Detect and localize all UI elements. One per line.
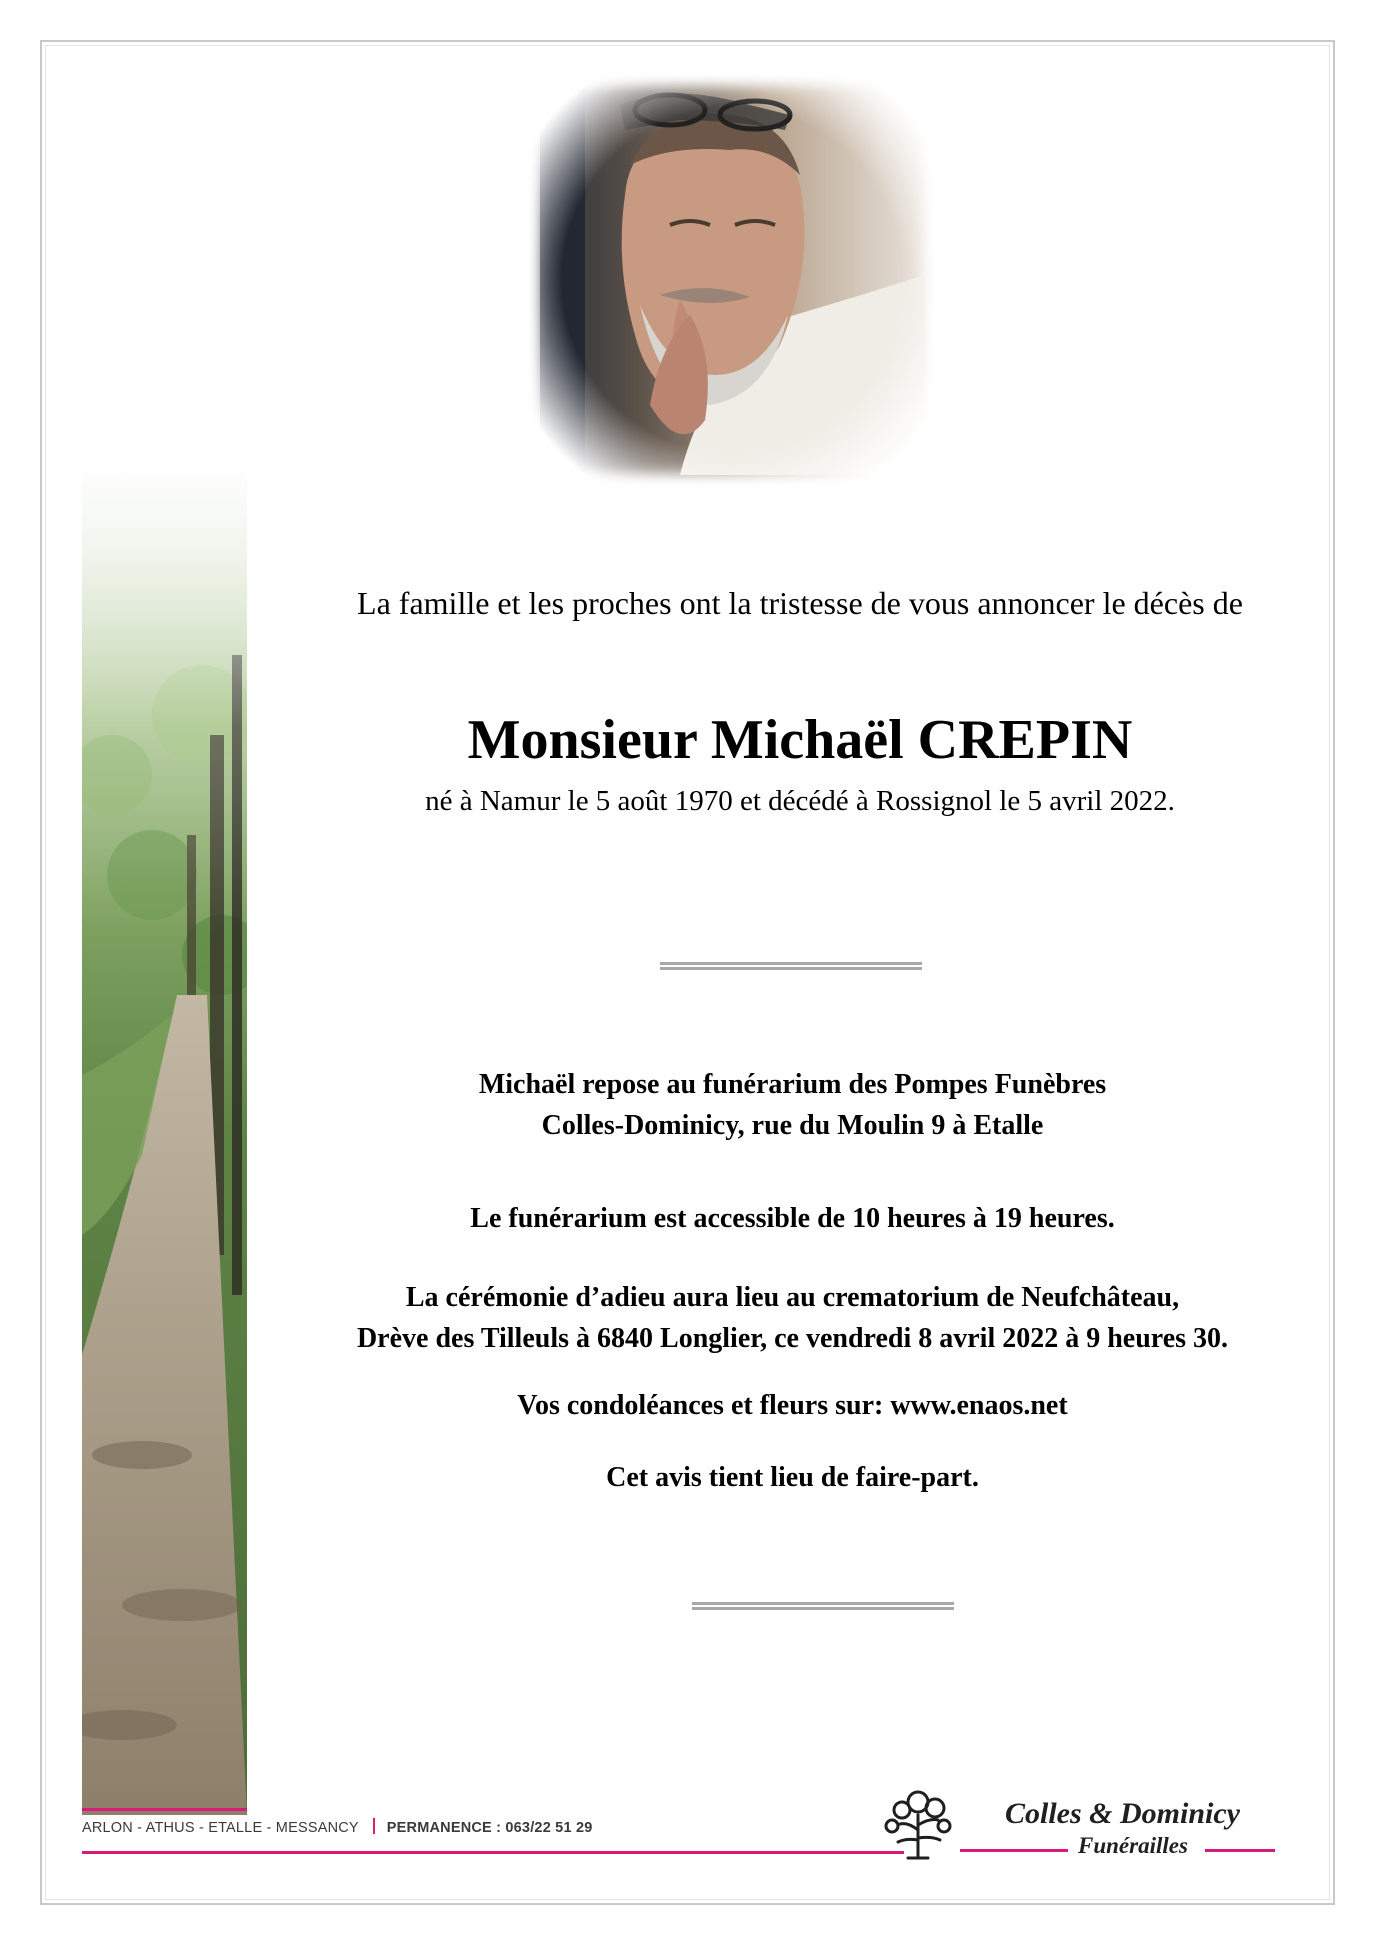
condolences-info: Vos condoléances et fleurs sur: www.enaos.net	[517, 1390, 1068, 1421]
birth-death-dates: né à Namur le 5 août 1970 et décédé à Rossignol le 5 avril 2022.	[425, 785, 1175, 817]
faire-part-note: Cet avis tient lieu de faire-part.	[606, 1462, 979, 1493]
footer-locations: ARLON - ATHUS - ETALLE - MESSANCY	[82, 1820, 359, 1836]
ceremony-line-1: La cérémonie d’adieu aura lieu au crematorium de Neufchâteau,	[405, 1282, 1180, 1313]
repose-line-1: Michaël repose au funérarium des Pompes Funèbres	[478, 1069, 1107, 1100]
repose-info	[260, 1064, 1325, 1146]
portrait-photo	[530, 75, 935, 485]
visiting-hours: Le funérarium est accessible de 10 heures à 19 heures.	[470, 1203, 1115, 1234]
side-accent-line	[82, 1808, 247, 1811]
repose-line-2: Colles-Dominicy, rue du Moulin 9 à Etalle	[541, 1110, 1044, 1141]
forest-path-photo	[82, 455, 247, 1815]
logo-line-left	[960, 1849, 1068, 1852]
tree-logo-icon	[878, 1780, 958, 1860]
divider-bottom	[692, 1602, 954, 1610]
divider-top	[660, 962, 922, 970]
company-logo-subtitle: Funérailles	[1078, 1833, 1188, 1858]
deceased-name: Monsieur Michaël CREPIN	[467, 709, 1133, 771]
footer-permanence: PERMANENCE : 063/22 51 29	[386, 1820, 593, 1836]
ceremony-line-2: Drève des Tilleuls à 6840 Longlier, ce vendredi 8 avril 2022 à 9 heures 30.	[356, 1323, 1229, 1354]
logo-line-right	[1205, 1849, 1275, 1852]
footer-separator	[373, 1818, 375, 1834]
footer-accent-line	[82, 1851, 904, 1854]
intro-text: La famille et les proches ont la tristesse de vous annoncer le décès de	[357, 585, 1243, 621]
footer-contact	[82, 1818, 592, 1836]
ceremony-info	[260, 1277, 1325, 1359]
company-logo-name: Colles & Dominicy	[1005, 1797, 1240, 1830]
